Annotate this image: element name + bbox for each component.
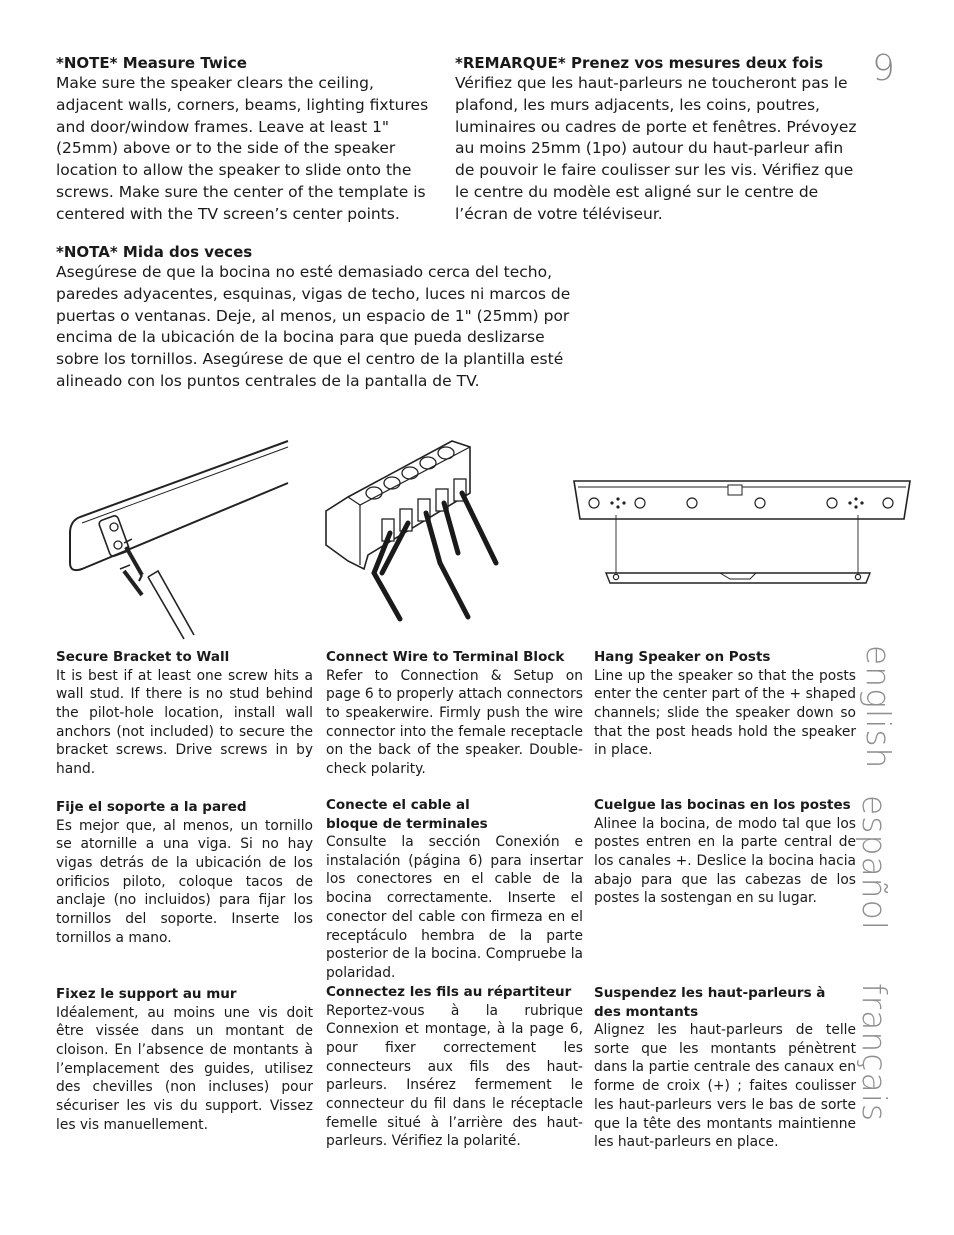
step-bracket-fr [56,985,313,1134]
note-body: Asegúrese de que la bocina no esté demasiado cerca del techo, paredes adyacentes, esquinas, vigas de techo, luces ni marcos de puertas o ventanas. Deje, al menos, un espacio de 1" (25mm) por encima de la ubicación de la bocina para que pueda deslizarse sobre los tornillos. Asegúrese de que el centro de la plantilla esté alineado con los puntos centrales de la pantalla de TV. [56,263,571,390]
language-tabs [855,645,902,1123]
step-body: It is best if at least one screw hits a wall stud. If there is no stud behind the pilot-hole location, install wall anchors (not included) to secure the bracket screws. Drive screws in by hand. [56,667,313,778]
step-title: Secure Bracket to Wall [56,649,230,665]
lang-label-espanol: español [855,795,894,931]
page-number: 9 [872,48,895,89]
step-title: Conecte el cable al bloque de terminales [326,797,488,832]
note-title: *NOTA* Mida dos veces [56,243,253,261]
lang-label-english: english [859,645,898,770]
bracket-illustration [60,435,300,640]
step-body: Alignez les haut-parleurs de telle sorte que les montants pénètrent dans la partie centrale des canaux en forme de croix (+) ; faites coulisser les haut-parleurs vers le bas de sorte que la tête des montants maintienne les haut-parleurs en place. [594,1022,856,1151]
terminal-block-illustration [320,433,505,628]
lang-label-francais: français [855,983,894,1123]
note-body: Make sure the speaker clears the ceiling, adjacent walls, corners, beams, lighting fixtures and door/window frames. Leave at least 1" (25mm) above or to the side of the speaker location to allow the speaker to slide onto the screws. Make sure the center of the template is centered with the TV screen’s center points. [56,74,429,223]
step-bracket-es [56,798,313,947]
step-hang-fr [594,984,856,1152]
note-french [455,53,857,226]
step-body: Es mejor que, al menos, un tornillo se atornille a una viga. Si no hay vigas detrás de la ubicación de los orificios piloto, coloque tacos de anclaje (no incluidos) para fijar los tornillos del soporte. Inserte los tornillos a mano. [56,817,313,946]
step-body: Refer to Connection & Setup on page 6 to properly attach connectors to speakerwire. Firmly push the wire connector into the female receptacle on the back of the speaker. Double-check polarity. [326,667,583,778]
step-title: Connectez les fils au répartiteur [326,984,572,1000]
step-body: Line up the speaker so that the posts enter the center part of the + shaped channels; slide the speaker down so that the post heads hold the speaker in place. [594,667,856,759]
step-title: Cuelgue las bocinas en los postes [594,797,851,813]
note-title: *REMARQUE* Prenez vos mesures deux fois [455,54,824,72]
note-title: *NOTE* Measure Twice [56,54,247,72]
step-wire-en [326,648,583,779]
step-title: Connect Wire to Terminal Block [326,649,565,665]
speaker-posts-illustration [570,475,915,595]
step-wire-es [326,796,583,983]
step-body: Reportez-vous à la rubrique Connexion et montage, à la page 6, pour fixer correctement les connecteurs aux fils des haut-parleurs. Insérez fermement le connecteur du fil dans le réceptacle femelle situé à l’arrière des haut-parleurs. Vérifiez la polarité. [326,1002,583,1150]
step-title: Suspendez les haut-parleurs à des montants [594,985,826,1020]
step-body: Alinee la bocina, de modo tal que los postes entren en la parte central de los canales +. Deslice la bocina hacia abajo para que las cabezas de los postes la sostengan en su lugar. [594,815,856,907]
step-hang-es [594,796,856,908]
note-english [56,53,442,226]
step-body: Consulte la sección Conexión e instalación (página 6) para insertar los conectores en el cable de la bocina correctamente. Inserte el conector del cable con firmeza en el receptáculo hembra de la parte posterior de la bocina. Compruebe la polaridad. [326,834,583,981]
step-hang-en [594,648,856,760]
step-title: Fixez le support au mur [56,986,237,1002]
step-body: Idéalement, au moins une vis doit être vissée dans un montant de cloison. En l’absence de montants à l’emplacement des guides, utilisez des chevilles (non incluses) pour sécuriser les vis du support. Vissez les vis manuellement. [56,1004,313,1133]
note-spanish [56,242,588,393]
step-title: Fije el soporte a la pared [56,799,247,815]
step-bracket-en [56,648,313,779]
step-title: Hang Speaker on Posts [594,649,771,665]
step-wire-fr [326,983,583,1151]
note-body: Vérifiez que les haut-parleurs ne toucheront pas le plafond, les murs adjacents, les coins, poutres, luminaires ou cadres de porte et fenêtres. Prévoyez au moins 25mm (1po) autour du haut-parleur afin de pouvoir le faire coulisser sur les vis. Vérifiez que le centre du modèle est aligné sur le centre de l’écran de votre téléviseur. [455,74,857,223]
